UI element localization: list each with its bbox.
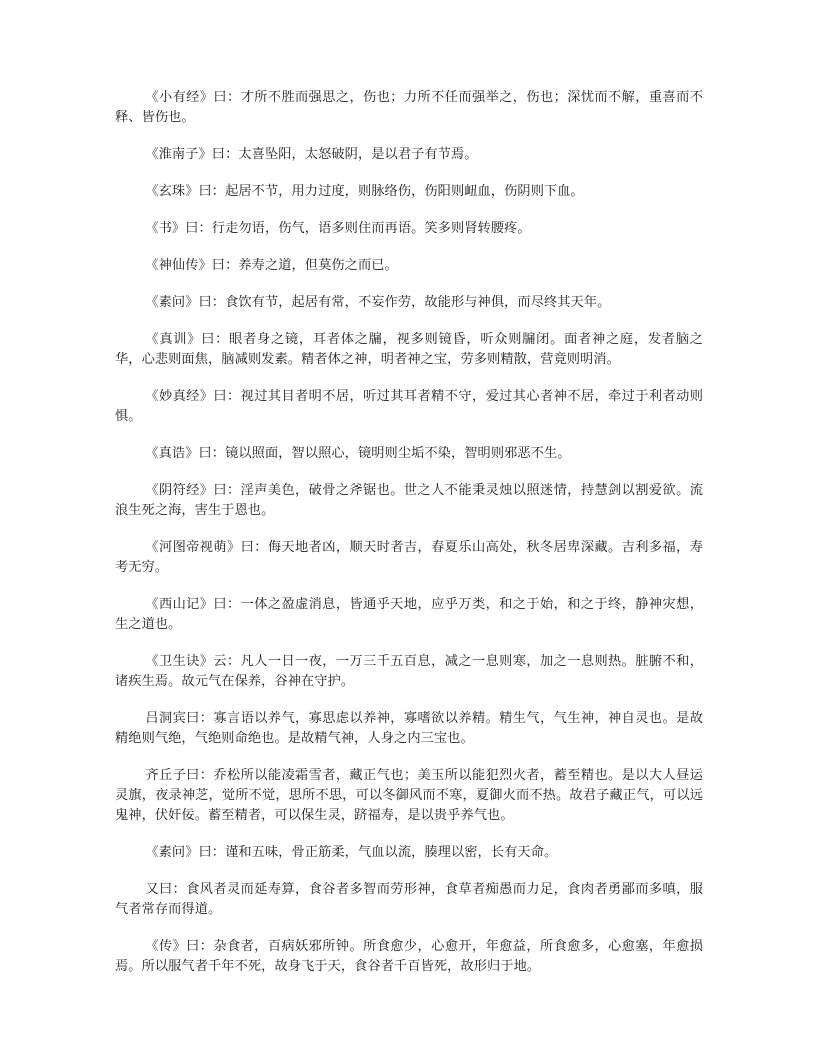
paragraph-zhuan: 《传》曰：杂食者，百病妖邪所钟。所食愈少，心愈开，年愈益，所食愈多，心愈塞，年愈损焉。所以服气者千年不死，故身飞于天，食谷者千百皆死，故形归于地。 <box>115 939 703 974</box>
paragraph-zhengao: 《真诰》曰：镜以照面，智以照心，镜明则尘垢不染，智明则邪恶不生。 <box>145 446 571 461</box>
paragraph-xiaoyoujing: 《小有经》曰：才所不胜而强思之，伤也；力所不任而强举之，伤也；深忧而不解，重喜而不释、皆伤也。 <box>115 90 703 125</box>
paragraph-miaozhenjing: 《妙真经》曰：视过其目者明不居，听过其耳者精不守，爱过其心者神不居，牵过于利者动则惧。 <box>115 389 703 424</box>
paragraph-lvdongbin: 吕洞宾曰：寡言语以养气，寡思虑以养神，寡嗜欲以养精。精生气，气生神，神自灵也。是故精绝则气绝，气绝则命绝也。是故精气神，人身之内三宝也。 <box>115 711 703 746</box>
paragraph-xuanzhu: 《玄珠》曰：起居不节，用力过度，则脉络伤，伤阳则衄血，伤阴则下血。 <box>145 184 584 199</box>
paragraph-hetu: 《河图帝视萌》曰：侮天地者凶，顺天时者吉，春夏乐山高处，秋冬居卑深藏。吉利多福，寿考无穷。 <box>115 540 703 575</box>
paragraph-yinfujing: 《阴符经》曰：淫声美色，破骨之斧锯也。世之人不能秉灵烛以照迷情，持慧剑以割爱欲。流浪生死之海，害生于恩也。 <box>115 483 703 518</box>
paragraph-suwen-1: 《素问》曰：食饮有节，起居有常，不妄作劳，故能形与神俱，而尽终其天年。 <box>145 295 611 310</box>
paragraph-zhenxun: 《真训》曰：眼者身之镜，耳者体之牖，视多则镜昏，听众则牖闭。面者神之庭，发者脑之华，心悲则面焦，脑减则发素。精者体之神，明者神之宝，劳多则精散，营竟则明消。 <box>115 332 703 367</box>
paragraph-shu: 《书》曰：行走勿语，伤气，语多则住而再语。笑多则肾转腰疼。 <box>145 221 531 236</box>
paragraph-shenxianzhuan: 《神仙传》曰：养寿之道，但莫伤之而已。 <box>145 258 398 273</box>
paragraph-xishanji: 《西山记》曰：一体之盈虚消息，皆通乎天地，应乎万类，和之于始，和之于终，静神灾想，生之道也。 <box>115 597 703 632</box>
paragraph-huainanzi: 《淮南子》曰：太喜坠阳，太怒破阴，是以君子有节焉。 <box>145 147 478 162</box>
document-page <box>115 88 703 994</box>
paragraph-youyue: 又曰：食风者灵而延寿算，食谷者多智而劳形神，食草者痴愚而力足，食肉者勇鄙而多嗔，服气者常存而得道。 <box>115 882 703 917</box>
paragraph-weishengjue: 《卫生诀》云：凡人一日一夜，一万三千五百息，减之一息则寒，加之一息则热。脏腑不和，诸疾生焉。故元气在保养，谷神在守护。 <box>115 654 703 689</box>
paragraph-qiqiuzi: 齐丘子曰：乔松所以能凌霜雪者，藏正气也；美玉所以能犯烈火者，蓄至精也。是以大人昼运灵旗，夜录神芝，觉所不觉，思所不思，可以冬御风而不寒，夏御火而不热。故君子藏正气，可以远鬼神，伏奸佞。蓄至精者，可以保生灵，跻福寿，是以贵乎养气也。 <box>115 768 703 823</box>
paragraph-suwen-2: 《素问》曰：谨和五味，骨正筋柔，气血以流，腠理以密，长有天命。 <box>145 845 558 860</box>
